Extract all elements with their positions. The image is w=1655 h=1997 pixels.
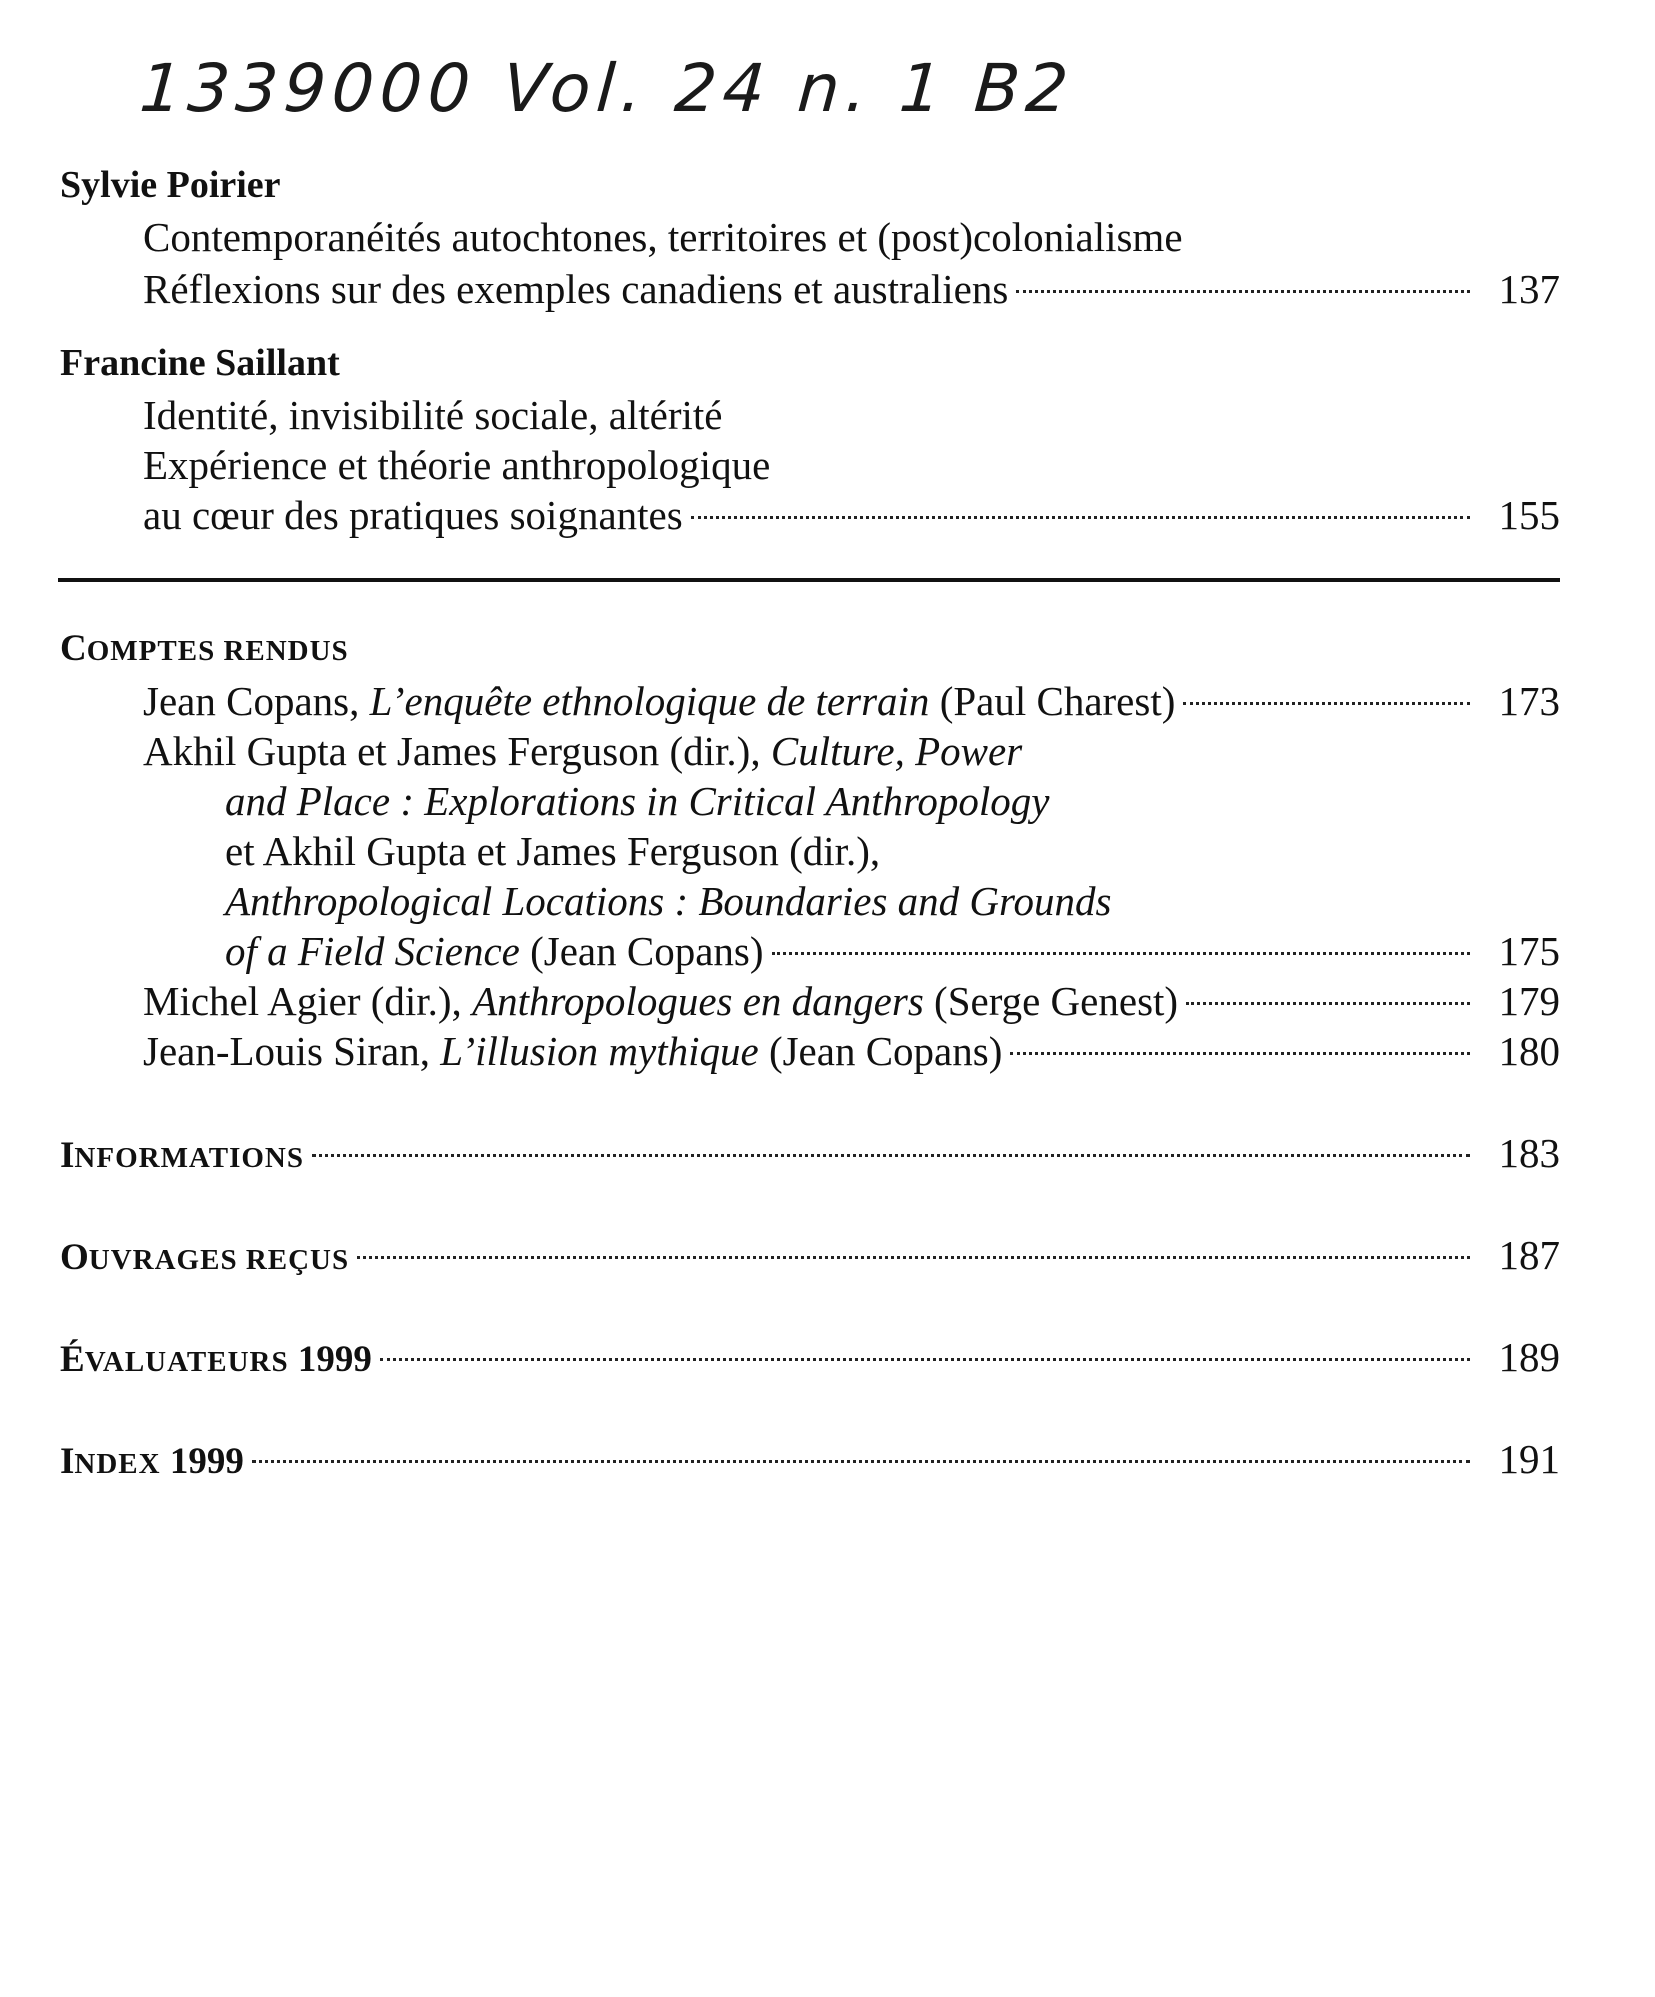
page-number: 155: [1498, 492, 1560, 538]
article-title-line: Contemporanéités autochtones, territoires et (post)colonialisme: [143, 214, 1183, 260]
review-entry: [0, 976, 1560, 1026]
section-heading: OUVRAGES REÇUS: [60, 1237, 350, 1278]
review-text: Anthropological Locations : Boundaries and Grounds: [225, 878, 1112, 924]
dot-leader: [1016, 290, 1470, 293]
dot-leader: [1183, 702, 1470, 705]
toc-entry: [0, 264, 1560, 314]
section-entry-ouvrages-recus: [0, 1230, 1560, 1280]
article-author: Francine Saillant: [60, 342, 340, 384]
section-divider: [58, 578, 1560, 582]
dot-leader: [1186, 1002, 1470, 1005]
dot-leader: [380, 1358, 1470, 1361]
review-entry: [0, 926, 1560, 976]
page-number: 137: [1498, 266, 1560, 312]
article-title-line: Expérience et théorie anthropologique: [143, 442, 771, 488]
dot-leader: [312, 1154, 1470, 1157]
section-heading-comptes-rendus: COMPTES RENDUS: [60, 628, 349, 669]
dot-leader: [252, 1460, 1470, 1463]
page-number: 180: [1498, 1028, 1560, 1074]
section-entry-evaluateurs: [0, 1332, 1560, 1382]
review-entry: [0, 676, 1560, 726]
review-text: Akhil Gupta et James Ferguson (dir.), Culture, Power: [143, 728, 1023, 774]
article-title-line: Réflexions sur des exemples canadiens et australiens: [143, 266, 1009, 312]
article-title-line: Identité, invisibilité sociale, altérité: [143, 392, 723, 438]
article-title-line: au cœur des pratiques soignantes: [143, 492, 683, 538]
section-heading: ÉVALUATEURS 1999: [60, 1339, 372, 1380]
review-text: Jean Copans, L’enquête ethnologique de terrain (Paul Charest): [143, 678, 1176, 724]
dot-leader: [357, 1256, 1470, 1259]
review-text: of a Field Science (Jean Copans): [225, 928, 764, 974]
page-number: 191: [1498, 1436, 1560, 1482]
page-number: 189: [1498, 1334, 1560, 1380]
page-number: 183: [1498, 1130, 1560, 1176]
toc-entry: [0, 490, 1560, 540]
review-text: Michel Agier (dir.), Anthropologues en dangers (Serge Genest): [143, 978, 1179, 1024]
section-heading: INFORMATIONS: [60, 1135, 304, 1176]
section-entry-informations: [0, 1128, 1560, 1178]
review-entry: [0, 1026, 1560, 1076]
page-number: 187: [1498, 1232, 1560, 1278]
section-heading: INDEX 1999: [60, 1441, 244, 1482]
page-number: 173: [1498, 678, 1560, 724]
handwritten-call-number: 1339000 Vol. 24 n. 1 B2: [137, 50, 1077, 127]
page-number: 175: [1498, 928, 1560, 974]
section-entry-index: [0, 1434, 1560, 1484]
page-number: 179: [1498, 978, 1560, 1024]
review-text: et Akhil Gupta et James Ferguson (dir.),: [225, 828, 881, 874]
article-author: Sylvie Poirier: [60, 164, 281, 206]
dot-leader: [772, 952, 1470, 955]
review-text: and Place : Explorations in Critical Anthropology: [225, 778, 1050, 824]
dot-leader: [691, 516, 1470, 519]
review-text: Jean-Louis Siran, L’illusion mythique (Jean Copans): [143, 1028, 1003, 1074]
dot-leader: [1010, 1052, 1470, 1055]
